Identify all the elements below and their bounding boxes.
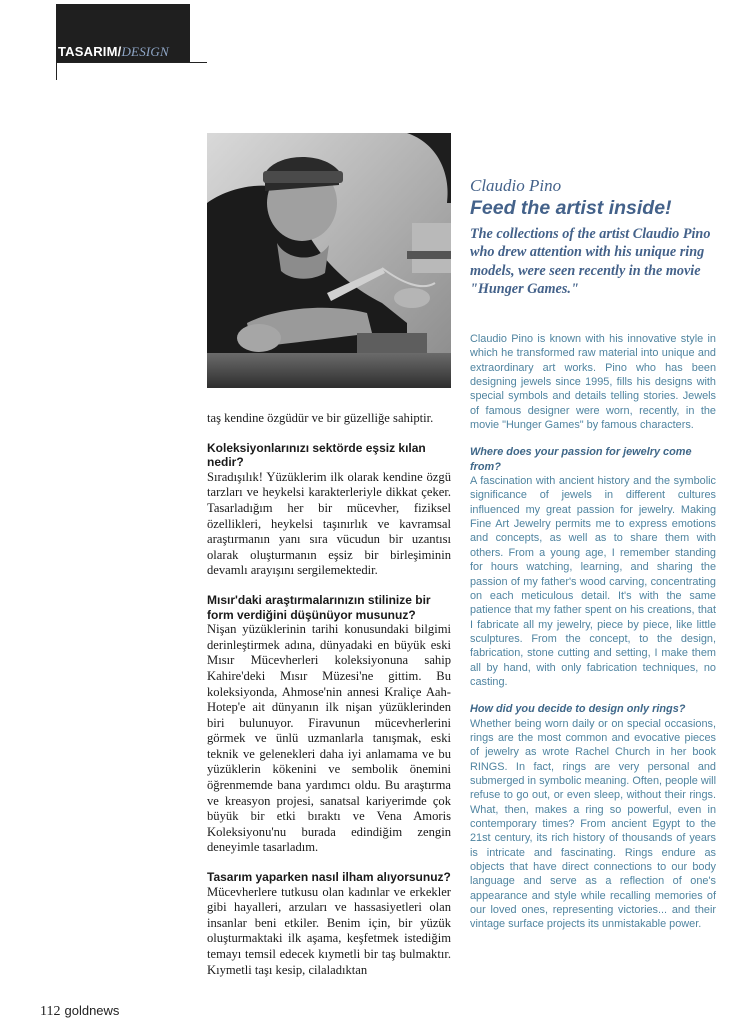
magazine-name: goldnews	[64, 1003, 120, 1018]
left-column	[207, 411, 451, 978]
article-headline: Feed the artist inside!	[470, 197, 672, 219]
section-label	[58, 44, 169, 60]
right-column	[470, 332, 716, 932]
article-standfirst: The collections of the artist Claudio Pino who drew attention with his unique ring models, were seen recently in the movie "Hunger Games."	[470, 226, 711, 298]
left-answer-1: Sıradışılık! Yüzüklerim ilk olarak kendine özgü tarzları ve heykelsi karakterleriyle dikkat çeker. Tasarladığım her bir mücevher, fiziksel özellikleri, heykelsi taşınırlık ve kavramsal araştırmanın yanı sıra vücudun bir uzantısı olarak oluşturmanın eşsiz bir birleşiminin devamlı arayışını sergilemektedir.	[207, 469, 451, 578]
left-answer-2: Nişan yüzüklerinin tarihi konusundaki bilgimi derinleştirmek adına, dünyadaki en büyük eski Mısır Mücevherleri koleksiyonuna sahip Kahire'deki Mısır Müzesi'ne gittim. Bu koleksiyonda, Ahmose'nin annesi Kraliçe Aah-Hotep'e ait dünyanın ilk nişan yüzüklerinden biri bulunuyor. Firavunun mücevherlerini görmek ve ünlü uzmanlarla tanışmak, eski teknik ve gelenekleri daha iyi anlamama ve bu yüzüklerin kökenini ve sembolik önemini öğrenmemde bana yardımcı oldu. Bu araştırma ve kreasyon projesi, sanatsal kariyerimde çok büyük bir etki bıraktı ve Vena Amoris Koleksiyonu'nu burada edindiğim zengin deneyimle tasarladım.	[207, 622, 451, 855]
section-label-en: DESIGN	[121, 44, 169, 59]
left-question-2: Mısır'daki araştırmalarınızın stilinize bir form verdiğini düşünüyor musunuz?	[207, 592, 431, 622]
header-vertical-rule	[56, 62, 57, 80]
right-question-1: Where does your passion for jewelry come from?	[470, 446, 692, 473]
author-name: Claudio Pino	[470, 176, 562, 195]
photo-illustration	[207, 133, 451, 388]
page-footer	[40, 1003, 119, 1020]
article-title-block	[470, 176, 720, 299]
header-rule	[56, 62, 207, 63]
left-question-1: Koleksiyonlarınızı sektörde eşsiz kılan nedir?	[207, 440, 426, 470]
left-intro-text: taş kendine özgüdür ve bir güzelliğe sahiptir.	[207, 411, 434, 425]
right-question-2: How did you decide to design only rings?	[470, 703, 686, 716]
left-answer-3: Mücevherlere tutkusu olan kadınlar ve erkekler gibi hayalleri, arzuları ve hassasiyetleri olan insanlar beni etkiler. Benim için, bir yüzük oluşturmaktaki ilk aşama, keşfetmek istediğim temayı temsil edecek kıymetli bir taş bulmaktır. Kıymetli taşı kesip, cilaladıktan	[207, 884, 451, 977]
right-answer-2: Whether being worn daily or on special occasions, rings are the most common and evocative pieces of jewelry as wrote Rachel Church in her book RINGS. In fact, rings are very personal and submerged in symbolic meaning. Often, people will refuse to go out, or even sleep, without their rings. What, then, makes a ring so powerful, even in contemporary times? From ancient Egypt to the 21st century, its rich history of thousands of years is intricate and fascinating. Rings endure as objects that have direct connections to our body language and serve as a reflection of one's appearance and style while recalling memories of our loved ones, representing victories... and their vintage surface projects its unmistakable power.	[470, 717, 716, 931]
right-intro-text: Claudio Pino is known with his innovative style in which he transformed raw material into unique and extraordinary art works. Pino who has been designing jewels since 1995, fills his designs with special symbols and details telling stories. Jewels of famous designer were worn, recently, in the movie "Hunger Games" by famous characters.	[470, 333, 716, 432]
section-label-tr: TASARIM/	[58, 44, 122, 59]
jeweler-photo	[207, 133, 451, 388]
page-number: 112	[40, 1004, 61, 1019]
left-question-3: Tasarım yaparken nasıl ilham alıyorsunuz?	[207, 870, 451, 885]
right-answer-1: A fascination with ancient history and the symbolic significance of jewels in different cultures influenced my great passion for jewelry. Making Fine Art Jewelry permits me to express emotions and concepts, as well as to share them with others. From a young age, I remember standing for hours watching, learning, and sharing the passion of my father's wood carving, concentrating on each meticulous detail. It's with the same patience that my father spent on his creations, that I fabricate all my jewelry, piece by piece, like little sculptures. From the concept, to the design, fabrication, stone cutting and setting, I make them all by hand, with only fabrication techniques, no casting.	[470, 475, 716, 688]
